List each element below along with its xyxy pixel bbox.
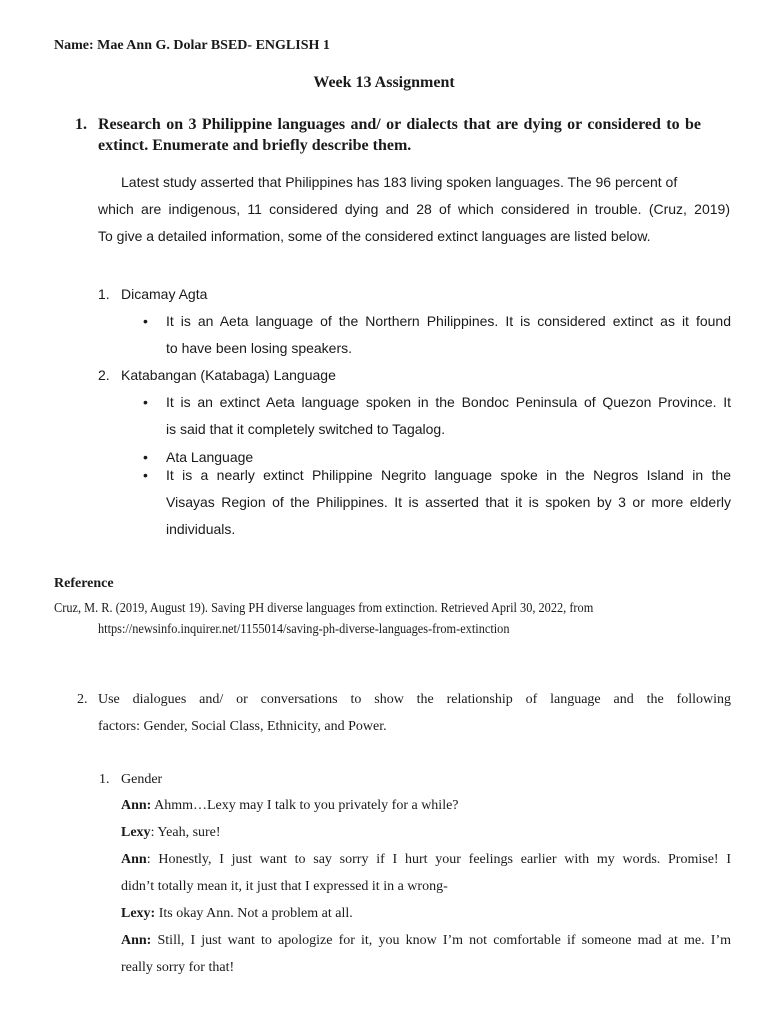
q2-number: 2. — [77, 692, 88, 707]
sub-item-title: Gender — [121, 772, 163, 787]
dialogue-line-5 — [121, 933, 731, 949]
q1-number: 1. — [75, 116, 87, 133]
student-name-line: Name: Mae Ann G. Dolar BSED- ENGLISH 1 — [54, 38, 330, 53]
dialogue-text: really sorry for that! — [121, 960, 235, 975]
speaker-name: Ann — [121, 852, 147, 867]
q1-prompt-line-2: extinct. Enumerate and briefly describe them. — [98, 137, 412, 154]
bullet-icon: • — [143, 313, 148, 329]
dialogue-text: didn’t totally mean it, it just that I expressed it in a wrong- — [121, 879, 448, 894]
speaker-name: Lexy: — [121, 906, 156, 921]
dialogue-text: Its okay Ann. Not a problem at all. — [158, 906, 353, 921]
speaker-name: Lexy — [121, 825, 151, 840]
page-title: Week 13 Assignment — [313, 74, 455, 91]
dialogue-text: Ahmm…Lexy may I talk to you privately for a while? — [154, 798, 459, 813]
q1-intro-line-2: which are indigenous, 11 considered dying and 28 of which considered in trouble. (Cruz, 2019) — [98, 201, 730, 217]
q1-intro-line-3: To give a detailed information, some of the considered extinct languages are listed below. — [98, 228, 651, 244]
bullet-icon: • — [143, 449, 148, 465]
language-description-line-2: to have been losing speakers. — [166, 340, 353, 356]
language-description-line-2: Visayas Region of the Philippines. It is asserted that it is spoken by 3 or more elderly — [166, 494, 731, 510]
language-description-line-1: It is a nearly extinct Philippine Negrito language spoke in the Negros Island in the — [166, 467, 731, 483]
dialogue-line-2 — [121, 825, 221, 841]
speaker-name: Ann: — [121, 933, 152, 948]
q2-prompt-line-1: Use dialogues and/ or conversations to show the relationship of language and the following — [98, 692, 731, 707]
reference-url: https://newsinfo.inquirer.net/1155014/saving-ph-diverse-languages-from-extinction — [98, 622, 510, 637]
language-description-line-1: It is an Aeta language of the Northern Philippines. It is considered extinct as it found — [166, 313, 731, 329]
dialogue-line-3 — [121, 852, 731, 868]
bullet-icon: • — [143, 467, 148, 483]
dialogue-line-1 — [121, 798, 459, 814]
language-description-line-1: It is an extinct Aeta language spoken in the Bondoc Peninsula of Quezon Province. It — [166, 394, 731, 410]
language-name: Katabangan (Katabaga) Language — [121, 367, 336, 383]
item-number: 1. — [98, 286, 110, 302]
language-description-line-2: is said that it completely switched to Tagalog. — [166, 421, 446, 437]
speaker-name: Ann: — [121, 798, 152, 813]
q1-prompt-line-1: Research on 3 Philippine languages and/ or dialects that are dying or considered to be — [98, 116, 701, 133]
reference-heading: Reference — [54, 576, 114, 591]
q1-intro-line-1: Latest study asserted that Philippines has 183 living spoken languages. The 96 percent of — [121, 174, 678, 190]
language-name: Dicamay Agta — [121, 286, 208, 302]
dialogue-text: : Yeah, sure! — [150, 825, 221, 840]
q2-prompt-line-2: factors: Gender, Social Class, Ethnicity, and Power. — [98, 719, 387, 734]
language-description-line-3: individuals. — [166, 521, 236, 537]
dialogue-line-4 — [121, 906, 353, 922]
item-number: 2. — [98, 367, 110, 383]
sub-item-number: 1. — [99, 772, 110, 787]
dialogue-text: Still, I just want to apologize for it, you know I’m not comfortable if someone mad at me. I’m — [157, 933, 731, 948]
reference-citation: Cruz, M. R. (2019, August 19). Saving PH diverse languages from extinction. Retrieved April 30, 2022, from — [54, 601, 594, 616]
dialogue-text: : Honestly, I just want to say sorry if I hurt your feelings earlier with my words. Promise! I — [146, 852, 731, 867]
language-name: Ata Language — [166, 449, 254, 465]
bullet-icon: • — [143, 394, 148, 410]
